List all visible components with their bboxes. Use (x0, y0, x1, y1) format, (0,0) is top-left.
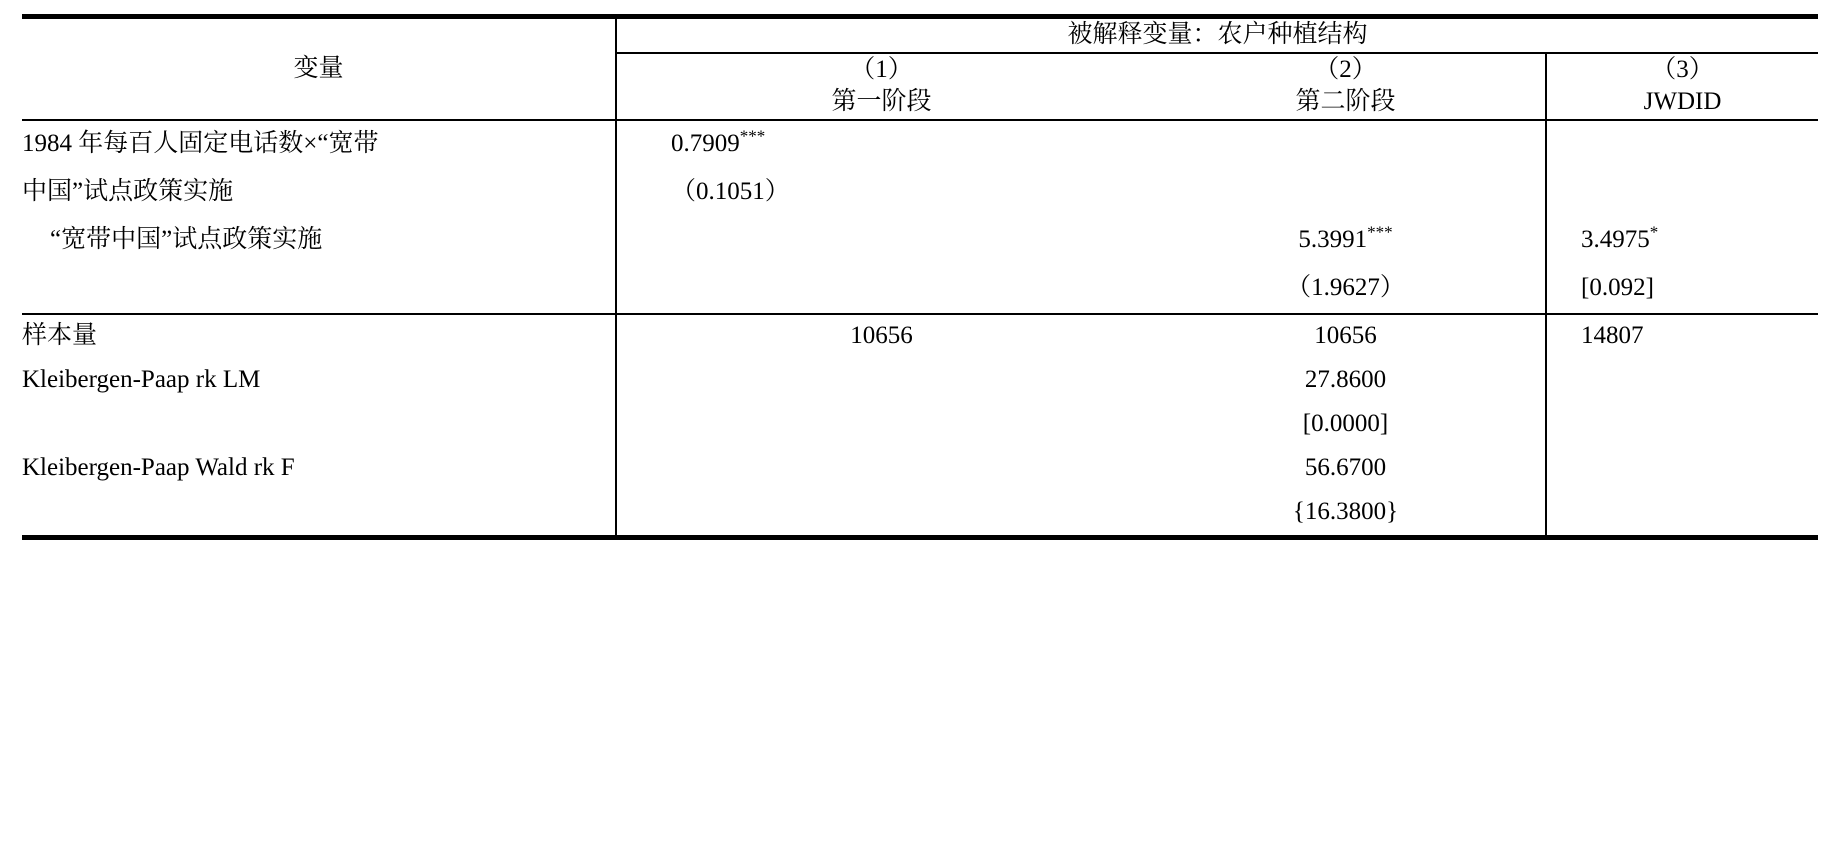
header-variable-label: 变量 (22, 17, 616, 120)
stat-kp-lm-pvalue-col2: [0.0000] (1146, 403, 1546, 447)
cell-iv-coef-col1-stars: *** (739, 126, 766, 146)
header-col1-number: （1） (850, 55, 913, 83)
table-row-kp-wald-f (22, 447, 1818, 491)
stat-kp-wald-f-critical-col3 (1546, 491, 1818, 538)
cell-iv-coef-col1 (616, 120, 1146, 169)
table-sheet (0, 14, 1843, 861)
table-row-kp-lm-pvalue (22, 403, 1818, 447)
table-row-policy-coef (22, 217, 1818, 265)
stat-kp-lm-col2: 27.8600 (1146, 359, 1546, 403)
header-col1-stage: 第一阶段 (831, 88, 932, 115)
header-col2-number: （2） (1146, 53, 1546, 87)
header-col2-stage: 第二阶段 (1146, 86, 1546, 120)
cell-policy-coef-col2 (1146, 217, 1546, 265)
stat-kp-lm-col1 (616, 359, 1146, 403)
regression-results-table (22, 14, 1818, 540)
cell-policy-coef-col3-stars: * (1649, 222, 1659, 242)
stat-kp-wald-f-critical-col2: {16.3800} (1146, 491, 1546, 538)
table-row-iv-coef (22, 120, 1818, 169)
table-row-kp-lm (22, 359, 1818, 403)
row-label-iv-line2: 中国”试点政策实施 (22, 169, 616, 217)
stat-kp-wald-f-col3 (1546, 447, 1818, 491)
header-dependent-variable: 被解释变量：农户种植结构 (616, 17, 1818, 53)
cell-policy-coef-col3-value: 3.4975 (1581, 226, 1650, 254)
cell-iv-coef-col3 (1546, 120, 1818, 169)
table-row-iv-se (22, 169, 1818, 217)
table-row-kp-wald-f-critical (22, 491, 1818, 538)
stat-label-kp-wald-f: Kleibergen-Paap Wald rk F (22, 447, 616, 491)
stat-sample-size-col3: 14807 (1546, 314, 1818, 359)
cell-policy-coef-col1 (616, 217, 1146, 265)
cell-iv-se-col3 (1546, 169, 1818, 217)
stat-label-kp-lm: Kleibergen-Paap rk LM (22, 359, 616, 403)
stat-label-kp-wald-f-critical (22, 491, 616, 538)
cell-iv-se-col2 (1146, 169, 1546, 217)
row-label-iv-line1: 1984 年每百人固定电话数×“宽带 (22, 120, 616, 169)
cell-policy-se-col1 (616, 265, 1146, 314)
cell-policy-se-col3: [0.092] (1581, 274, 1654, 302)
stat-kp-wald-f-col1 (616, 447, 1146, 491)
row-label-policy: “宽带中国”试点政策实施 (22, 217, 616, 265)
cell-policy-coef-col3 (1546, 217, 1818, 265)
row-label-policy-blank (22, 265, 616, 314)
header-col3-stage: JWDID (1643, 88, 1722, 115)
table-header-row-dependent (22, 17, 1818, 53)
stat-kp-lm-col3 (1546, 359, 1818, 403)
cell-policy-coef-col2-value: 5.3991 (1298, 226, 1368, 254)
table-row-sample-size (22, 314, 1818, 359)
stat-sample-size-col2: 10656 (1146, 314, 1546, 359)
stat-kp-wald-f-critical-col1 (616, 491, 1146, 538)
stat-kp-lm-pvalue-col1 (616, 403, 1146, 447)
table-row-policy-se (22, 265, 1818, 314)
cell-iv-coef-col1-value: 0.7909 (671, 130, 740, 158)
stat-label-kp-lm-pvalue (22, 403, 616, 447)
cell-policy-se-col2: （1.9627） (1146, 265, 1546, 314)
stat-kp-lm-pvalue-col3 (1546, 403, 1818, 447)
cell-iv-se-col1: （0.1051） (671, 178, 790, 206)
stat-sample-size-col1: 10656 (616, 314, 1146, 359)
stat-label-sample-size: 样本量 (22, 314, 616, 359)
header-col3-number: （3） (1651, 55, 1714, 83)
cell-iv-coef-col2 (1146, 120, 1546, 169)
cell-policy-coef-col2-stars: *** (1367, 222, 1393, 242)
stat-kp-wald-f-col2: 56.6700 (1146, 447, 1546, 491)
